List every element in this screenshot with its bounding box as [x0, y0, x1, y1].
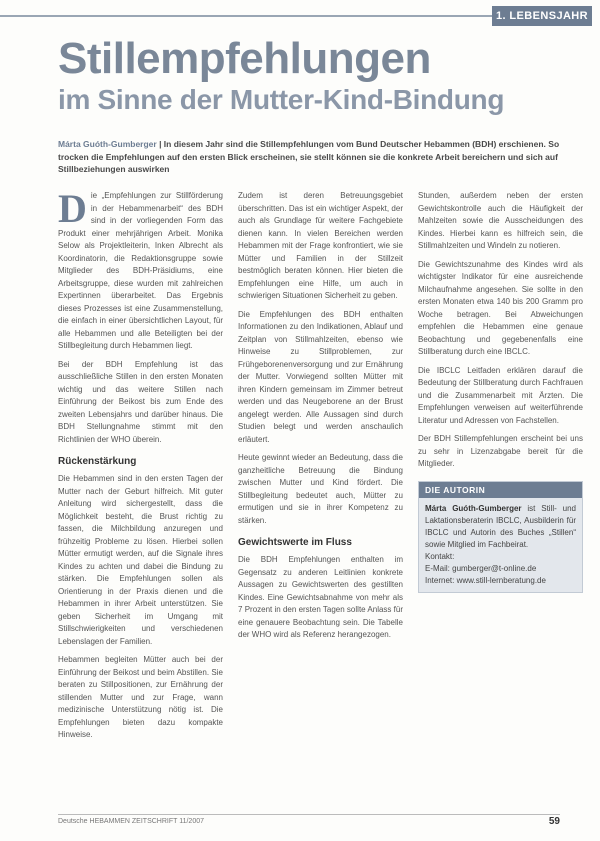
paragraph: Hebammen begleiten Mütter auch bei der Einführung der Beikost und beim Abstillen. Sie beraten zu Stillpositionen, zur Ernährung der stillenden Mutter und zur Frage, wann medizinische Unterstützung nötig ist. Die Empfehlungen bieten dazu kompakte Hinweise.: [58, 655, 223, 739]
paragraph: Bei der BDH Empfehlung ist das ausschließliche Stillen in den ersten Monaten wichtig und das weitere Stillen nach Einführung der Beikost bis zum Ende des zweiten Lebensjahrs und darüber hinaus. Die BDH Stellungnahme stimmt mit den Richtlinien der WHO überein.: [58, 359, 223, 444]
section-heading: Gewichtswerte im Fluss: [238, 537, 352, 548]
footer-publication: Deutsche HEBAMMEN ZEITSCHRIFT 11/2007: [58, 818, 205, 825]
paragraph: Heute gewinnt wieder an Bedeutung, dass die ganzheitliche Betreuung die Bindung zwischen Mutter und Kind fördert. Die Stillbegleitung bedeutet auch, Mütter zu ermutigen und sie in ihrer Kompetenz zu stärken.: [238, 453, 403, 525]
article-lead: [58, 138, 578, 176]
section-heading: Rückenstärkung: [58, 456, 137, 467]
author-box-header: DIE AUTORIN: [419, 482, 582, 498]
paragraph: Die BDH Empfehlungen enthalten im Gegensatz zu anderen Leitlinien konkrete Aussagen zu Gewichtswerten des gestillten Kindes. Eine Gewichtsabnahme von mehr als 7 Prozent in den ersten Tagen sollte Anlass für eine genauere Beobachtung sein. Die Tabelle der WHO wird als Referenz herangezogen.: [238, 555, 403, 639]
paragraph: Der BDH Stillempfehlungen erscheint bei uns zu sehr in Lizenzabgabe bereit für die Mitglieder.: [418, 434, 583, 468]
article-subtitle: im Sinne der Mutter-Kind-Bindung: [58, 84, 505, 115]
author-name: Márta Guóth-Gumberger: [425, 503, 522, 513]
author-box-body: [419, 498, 582, 592]
author-email[interactable]: E-Mail: gumberger@t-online.de: [425, 563, 537, 573]
paragraph: Zudem ist deren Betreuungsgebiet überschritten. Das ist ein wichtiger Aspekt, der auch als Grundlage für weitere Fachgebiete dienen kann. In vielen Bereichen werden Hebammen mit der Frage konfrontiert, wie sie Mütter und Familien in der Stillzeit bestmöglich beraten können. Hier bieten die Empfehlungen eine Hilfe, um auch in schwierigen Situationen Sicherheit zu geben.: [238, 191, 403, 300]
text-column-3: [418, 190, 583, 593]
author-website[interactable]: Internet: www.still-lernberatung.de: [425, 575, 546, 585]
paragraph: Die Gewichtszunahme des Kindes wird als wichtigster Indikator für eine ausreichende Milchaufnahme angesehen. Sie sollte in den ersten Monaten etwa 140 bis 200 Gramm pro Woche betragen. Bei Abweichungen empfehlen die Hebammen eine genaue Beobachtung und gegebenenfalls eine Stillberatung durch eine IBCLC.: [418, 259, 583, 356]
drop-cap: D: [58, 186, 87, 231]
paragraph: Die Empfehlungen des BDH enthalten Informationen zu den Indikationen, Ablauf und Zeitplan von Stillmahlzeiten, ebenso wie Hinweise zu Stillproblemen, zur Frühgeborenenversorgung und zur Ernährung der Mutter. Vorwiegend sollten Mütter mit ihren Kindern gemeinsam im Zimmer betreut werden und das Neugeborene an der Brust angelegt werden. Alle Aussagen sind durch Studien belegt und werden anschaulich erläutert.: [238, 309, 403, 444]
paragraph: Die IBCLC Leitfaden erklären darauf die Bedeutung der Stillberatung durch Fachfrauen und die Zusammenarbeit mit Ärzten. Die Empfehlungen verweisen auf weiterführende Literatur und Adressen von Fachstellen.: [418, 365, 583, 425]
author-box: [418, 481, 583, 593]
section-header-bar: [0, 6, 600, 26]
section-tab: 1. LEBENSJAHR: [492, 6, 592, 26]
author-bio: ist Still- und Laktationsberaterin IBCLC, Ausbilderin für IBCLC und Autorin des Buches „Stillen“ sowie Mitglied im Fachbeirat.: [425, 503, 576, 549]
intro-paragraph: [58, 186, 223, 353]
article-title: Stillempfehlungen: [58, 34, 431, 83]
page-number: 59: [548, 816, 560, 827]
paragraph: Die Hebammen sind in den ersten Tagen der Mutter nach der Geburt hilfreich. Mit guter Anleitung wird sichergestellt, dass die Möglichkeit besteht, die Brust richtig zu fassen, die Milchbildung anzuregen und frühzeitig Probleme zu lösen. Hierbei sollen Mütter ermutigt werden, auf die Signale ihres Kindes zu achten und dabei die Bindung zu stärken. Die Empfehlungen sollen als Orientierung in der Praxis dienen und die Hebammen in ihrer Arbeit unterstützen. Sie geben Sicherheit im Umgang mit Stillschwierigkeiten und verschiedenen Lebenslagen der Familien.: [58, 474, 223, 646]
lead-author: Márta Guóth-Gumberger: [58, 139, 157, 149]
section-header-line: [0, 15, 530, 17]
paragraph-text: ie „Empfehlungen zur Stillförderung in der Hebammenarbeit“ des BDH sind in der vorliegenden Form das Produkt einer mehrjährigen Arbeit. Monika Selow als Projektleiterin, Inken Albrecht als Koordinatorin, die Redaktionsgruppe sowie Mitglieder des BDH-Präsidiums, eine Arbeitsgruppe, diese wurden mit zahlreichen Expertinnen überarbeitet. Das Ergebnis dieses Prozesses ist eine Zusammenstellung, die einfach in einer übersichtlichen Layout, für alle Hebammen und alle Beteiligten bei der Stillbegleitung durch Hebammen liegt.: [58, 191, 223, 350]
text-column-2: [238, 190, 403, 648]
page-footer: [58, 814, 560, 829]
paragraph: Stunden, außerdem neben der ersten Gewichtskontrolle auch die Häufigkeit der Mahlzeiten sowie die Ausscheidungen des Kindes. Hierbei kann es hilfreich sein, die Stillmahlzeiten und Windeln zu notieren.: [418, 191, 583, 250]
lead-text: | In diesem Jahr sind die Stillempfehlungen vom Bund Deutscher Hebammen (BDH) erschienen. So trocken die Empfehlungen auf den ersten Blick erscheinen, sie stellt können sie die konkrete Arbeit bereichern und sich auf Stillbeziehungen auswirken: [58, 139, 560, 174]
text-column-1: [58, 186, 223, 748]
contact-label: Kontakt:: [425, 551, 455, 561]
